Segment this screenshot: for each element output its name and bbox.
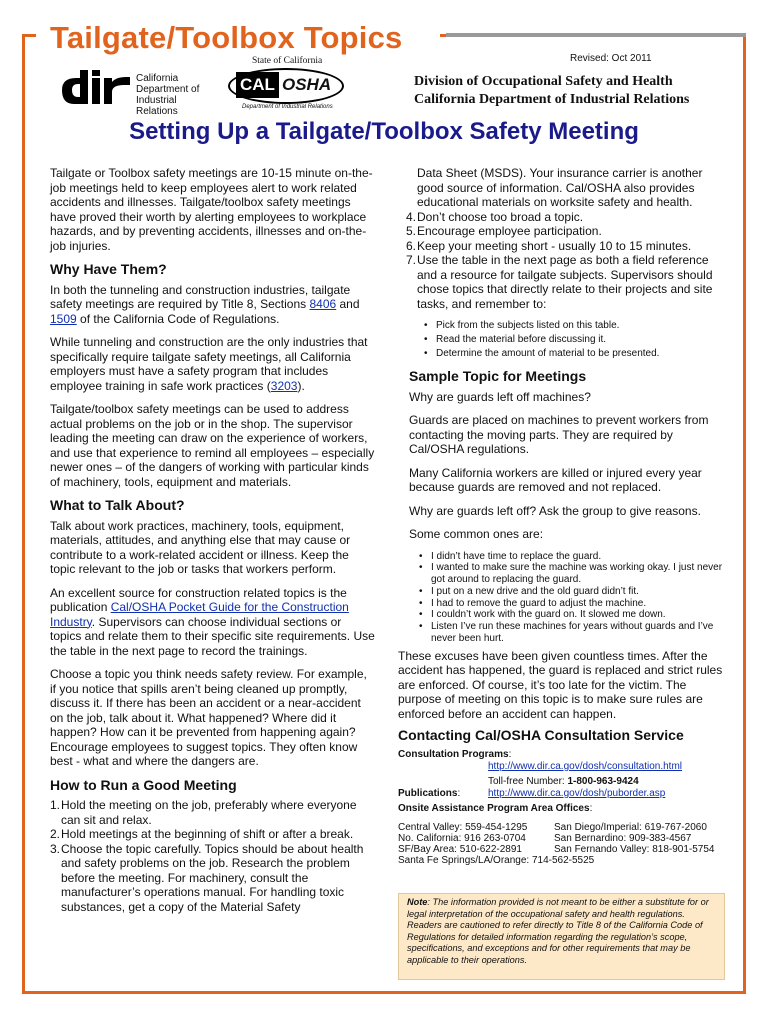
disclaimer-note — [398, 893, 725, 980]
list-item: • I didn’t have time to replace the guard. — [419, 550, 602, 562]
why-paragraph-3: Tailgate/toolbox safety meetings can be used to address actual problems on the job or in the shop. The supervisor leading the meeting can draw on the experience of workers, and use that experience to remind all employees – especially newer ones – of the dangers of working with particular kinds of machinery, tools, equipment and materials. — [50, 402, 375, 489]
list-item: 3. Choose the topic carefully. Topics should be about health and safety problems on the job. Research the problem before the meeting. For machinery, consult the manufacturer’s operations manual. For handling toxic substances, get a copy of the Material Safety — [50, 841, 364, 914]
sample-section — [398, 369, 728, 645]
bullet-icon: • — [419, 597, 423, 609]
list-item: 4. Don’t choose too broad a topic. — [406, 209, 584, 224]
list-item: 7. Use the table in the next page as both a field reference and a resource for tailgate subjects. Supervisors should chose topics that directly relate to their projects and site tasks, and remember to: — [406, 253, 713, 311]
pocket-guide-link[interactable]: Cal/OSHA Pocket Guide for the Construction Industry — [50, 600, 349, 629]
bullet-icon: • — [419, 609, 423, 621]
list-item: 1. Hold the meeting on the job, preferably where everyone can sit and relax. — [50, 798, 357, 827]
sample-paragraph-3: Many California workers are killed or injured every year because guards are removed and not replaced. — [409, 465, 702, 494]
heading-why: Why Have Them? — [50, 261, 167, 277]
table-row: SF/Bay Area: 510-622-2891 San Fernando Valley: 818-901-5754 — [398, 843, 715, 855]
title-rule — [446, 33, 746, 37]
what-paragraph-2: An excellent source for construction related topics is the publication Cal/OSHA Pocket Guide for the Construction Industry. Supervisors can choose individual sections or topics and relate them to their specific site requirements. Use the table in the next page to record the trainings. — [50, 585, 375, 658]
dir-logo — [60, 66, 210, 117]
what-paragraph-3: Choose a topic you think needs safety review. For example, if you notice that spills aren’t being cleaned up promptly, discuss it. If there has been an accident or a near-accident on the job, talk about it. What happened? Where did it happen? How can it be prevented from happening again? Encourage employees to suggest topics. They often know best - what and where the dangers are. — [50, 667, 367, 768]
note-text: : The information provided is not meant to be either a substitute for or legal interpretation of the occupational safety and health regulations. Readers are cautioned to refer directly to Title 8 of the California Code of Regulations for detailed information regarding the regulation’s scope, specifications, and exceptions and for other requirements that may be applicable to their operations. — [407, 897, 709, 965]
link-3203[interactable]: 3203 — [270, 378, 298, 393]
table-row: Santa Fe Springs/LA/Orange: 714-562-5525 — [398, 854, 595, 866]
sample-paragraph-2: Guards are placed on machines to prevent workers from contacting the moving parts. They are required by Cal/OSHA regulations. — [409, 413, 709, 456]
how-continued: Data Sheet (MSDS). Your insurance carrier is another good source of information. Cal/OSHA also provides educational materials on worksite safety and health. — [417, 166, 703, 209]
heading-sample: Sample Topic for Meetings — [409, 368, 587, 384]
list-item: • Pick from the subjects listed on this table. — [424, 320, 620, 331]
document-subtitle: Setting Up a Tailgate/Toolbox Safety Meeting — [129, 118, 639, 145]
publications-row: Publications: http://www.dir.ca.gov/dosh/puborder.asp — [398, 787, 666, 799]
toll-free-number: 1-800-963-9424 — [567, 775, 639, 787]
consultation-link[interactable]: http://www.dir.ca.gov/dosh/consultation.html — [488, 760, 682, 772]
page-title: Tailgate/Toolbox Topics — [50, 20, 403, 55]
heading-how: How to Run a Good Meeting — [50, 776, 237, 793]
bullet-icon: • — [419, 562, 423, 574]
bullet-icon: • — [424, 320, 428, 331]
list-item: • I couldn’t work with the guard on. It slowed me down. — [419, 609, 666, 621]
bullet-icon: • — [419, 585, 423, 597]
toll-free-row: Toll-free Number: 1-800-963-9424 — [488, 775, 639, 787]
excuses-list — [419, 551, 728, 645]
osha-logo-bottom-text: Department of Industrial Relations — [242, 104, 333, 110]
note-label: Note — [407, 897, 428, 907]
heading-contact: Contacting Cal/OSHA Consultation Service — [398, 727, 684, 744]
list-item: 5. Encourage employee participation. — [406, 224, 602, 238]
dir-logo-icon — [60, 70, 134, 106]
list-item: • Read the material before discussing it. — [424, 334, 607, 345]
list-item: • I put on a new drive and the old guard didn’t fit. — [419, 585, 639, 597]
why-paragraph-2: While tunneling and construction are the only industries that specifically require tailgate safety meetings, all California employers must have a safety program that includes employee training in safe work practices (3203). — [50, 335, 368, 393]
remember-list — [424, 319, 728, 361]
bullet-icon: • — [424, 334, 428, 345]
bullet-icon: • — [419, 621, 423, 633]
offices-table — [398, 822, 728, 866]
publications-link[interactable]: http://www.dir.ca.gov/dosh/puborder.asp — [488, 787, 666, 799]
left-column — [50, 166, 375, 920]
osha-logo-osha: OSHA — [282, 75, 332, 94]
list-item: 2. Hold meetings at the beginning of shift or after a break. — [50, 827, 354, 841]
list-item: • I had to remove the guard to adjust the machine. — [419, 597, 647, 609]
link-8406[interactable]: 8406 — [309, 297, 337, 311]
list-item: • I wanted to make sure the machine was working okay. I just never got around to replacing the guard. — [419, 562, 723, 586]
list-item: • Listen I’ve run these machines for years without guards and I’ve never been hurt. — [419, 621, 714, 645]
sample-paragraph-1: Why are guards left off machines? — [409, 389, 591, 404]
division-heading: Division of Occupational Safety and Health California Department of Industrial Relations — [414, 74, 690, 107]
right-column — [398, 166, 728, 866]
bullet-icon: • — [419, 550, 423, 562]
osha-logo-cal: CAL — [236, 72, 279, 98]
osha-logo-top-text: State of California — [252, 56, 323, 66]
contact-block — [398, 749, 728, 866]
how-list — [50, 798, 375, 914]
how-list-continued — [406, 210, 728, 312]
intro-paragraph: Tailgate or Toolbox safety meetings are 10-15 minute on-the-job meetings held to keep employees alert to work related accidents and illnesses. Tailgate/toolbox safety meetings have proved their worth by alerting employees to workplace hazards, and by preventing accidents, illnesses and on-the-job injuries. — [50, 166, 373, 253]
sample-paragraph-5: Some common ones are: — [409, 527, 544, 541]
onsite-label: Onsite Assistance Program Area Offices: — [398, 802, 593, 814]
bullet-icon: • — [424, 348, 428, 359]
link-1509[interactable]: 1509 — [50, 311, 77, 326]
cal-osha-logo — [224, 56, 354, 114]
table-row: No. California: 916 263-0704 San Bernardino: 909-383-4567 — [398, 832, 692, 844]
dir-logo-text: California Department of Industrial Relations — [136, 73, 200, 117]
heading-what: What to Talk About? — [50, 497, 185, 513]
consultation-label: Consultation Programs: — [398, 748, 512, 760]
list-item: 6. Keep your meeting short - usually 10 to 15 minutes. — [406, 238, 692, 253]
revised-date: Revised: Oct 2011 — [570, 53, 652, 64]
sample-paragraph-6: These excuses have been given countless times. After the accident has happened, the guard is replaced and strict rules are enforced. Of course, it’s too late for the victim. The purpose of meeting on this topic is to make sure rules are enforced before an accident can happen. — [398, 648, 723, 721]
table-row: Central Valley: 559-454-1295 San Diego/Imperial: 619-767-2060 — [398, 821, 707, 833]
list-item: • Determine the amount of material to be presented. — [424, 348, 660, 359]
what-paragraph-1: Talk about work practices, machinery, tools, equipment, materials, attitudes, and anything else that may cause or contribute to a work-related accident or illness. Keep the topic relevant to the job or tasks that workers perform. — [50, 518, 351, 576]
why-paragraph-1: In both the tunneling and construction industries, tailgate safety meetings are required by Title 8, Sections 8406 and 1509 of the California Code of Regulations. — [50, 282, 360, 326]
sample-paragraph-4: Why are guards left off? Ask the group to give reasons. — [409, 503, 701, 518]
